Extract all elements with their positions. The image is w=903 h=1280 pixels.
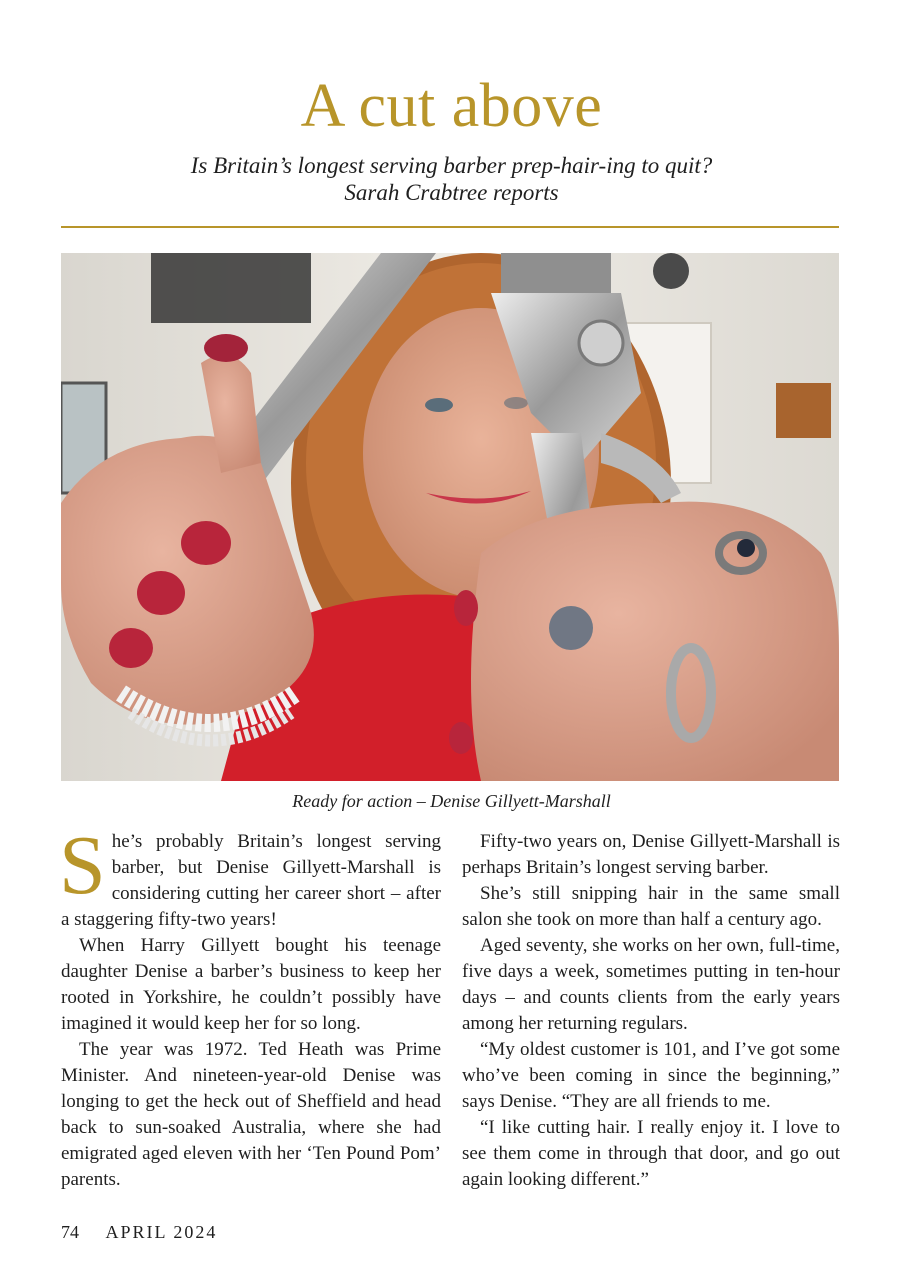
standfirst-line-1: Is Britain’s longest serving barber prep-hair-ing to quit?	[190, 153, 713, 178]
photo-caption: Ready for action – Denise Gillyett-Marshall	[292, 791, 611, 811]
article-photo	[61, 253, 839, 781]
paragraph: The year was 1972. Ted Heath was Prime Minister. And nineteen-year-old Denise was longing to get the heck out of Sheffield and head back to sun-soaked Australia, where she had emigrated aged eleven with her ‘Ten Pound Pom’ parents.	[61, 1039, 441, 1190]
page-footer	[61, 1222, 217, 1243]
paragraph: She’s still snipping hair in the same small salon she took on more than half a century ago.	[462, 883, 840, 930]
drop-cap: S	[59, 819, 106, 912]
headline: A cut above	[300, 72, 603, 140]
page-number: 74	[61, 1222, 79, 1242]
paragraph	[59, 819, 441, 933]
body-column-right	[462, 829, 840, 1193]
standfirst	[0, 152, 903, 206]
paragraph: “I like cutting hair. I really enjoy it. I love to see them come in through that door, and go out again looking different.”	[462, 1117, 840, 1190]
paragraph: When Harry Gillyett bought his teenage daughter Denise a barber’s business to keep her rooted in Yorkshire, he couldn’t possibly have imagined it would keep her for so long.	[61, 935, 441, 1034]
issue-date: APRIL 2024	[105, 1222, 218, 1242]
paragraph: “My oldest customer is 101, and I’ve got some who’ve been coming in since the beginning,” says Denise. “They are all friends to me.	[462, 1039, 840, 1112]
paragraph-text: he’s probably Britain’s longest serving barber, but Denise Gillyett-Marshall is considering cutting her career short – after a staggering fifty-two years!	[61, 831, 441, 930]
barber-photo-illustration	[61, 253, 839, 781]
paragraph: Aged seventy, she works on her own, full-time, five days a week, sometimes putting in ten-hour days – and counts clients from the early years among her returning regulars.	[462, 935, 840, 1034]
paragraph: Fifty-two years on, Denise Gillyett-Marshall is perhaps Britain’s longest serving barber.	[462, 831, 840, 878]
gold-divider	[61, 226, 839, 228]
standfirst-line-2: Sarah Crabtree reports	[344, 180, 559, 205]
body-column-left	[59, 819, 441, 1193]
